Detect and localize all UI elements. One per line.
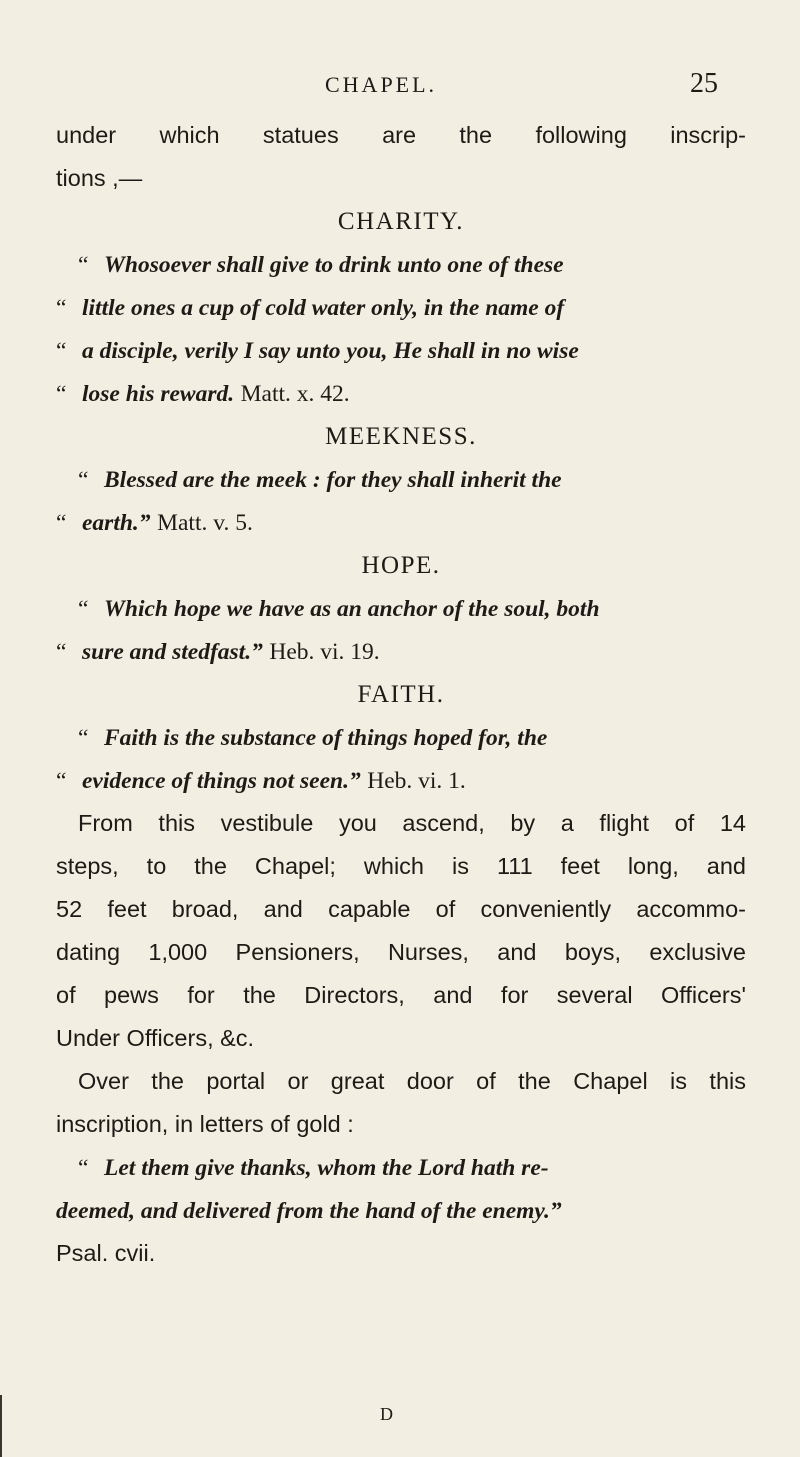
quote-mark: “ — [56, 639, 67, 665]
verse-text: Which hope we have as an anchor of the soul, both — [104, 596, 600, 622]
quote-mark: “ — [56, 510, 67, 536]
verse-line — [56, 286, 746, 329]
verse-line — [56, 243, 746, 286]
signature-mark: D — [380, 1404, 393, 1424]
quote-mark: “ — [78, 1155, 89, 1181]
heading-charity: CHARITY. — [337, 208, 465, 235]
verse-text: lose his reward. — [82, 381, 235, 407]
verse-text: Whosoever shall give to drink unto one of these — [104, 252, 564, 278]
paragraph-line: dating 1,000 Pensioners, Nurses, and boys, exclusive — [56, 939, 746, 965]
scripture-reference: Psal. cvii. — [56, 1240, 156, 1266]
verse-text: Blessed are the meek : for they shall inherit the — [104, 467, 562, 493]
page-number: 25 — [690, 68, 718, 99]
scripture-reference: Heb. vi. 1. — [367, 768, 466, 794]
quote-mark: “ — [78, 467, 89, 493]
heading-hope: HOPE. — [361, 552, 441, 579]
quote-mark: “ — [56, 295, 67, 321]
verse-line — [56, 759, 746, 802]
quote-mark: “ — [56, 768, 67, 794]
verse-line — [56, 458, 746, 501]
verse-line — [56, 501, 746, 544]
paragraph-line: of pews for the Directors, and for several Officers' — [56, 982, 746, 1008]
verse-line — [56, 329, 746, 372]
paragraph-line: inscription, in letters of gold : — [56, 1111, 354, 1137]
verse-text: evidence of things not seen.” — [82, 768, 361, 794]
text-block — [56, 114, 746, 1275]
heading-meekness: MEEKNESS. — [325, 423, 477, 450]
verse-text: little ones a cup of cold water only, in the name of — [82, 295, 565, 321]
paragraph-line: 52 feet broad, and capable of conveniently accommo- — [56, 896, 746, 922]
verse-line — [56, 587, 746, 630]
paragraph-line: From this vestibule you ascend, by a flight of 14 — [78, 810, 746, 836]
intro-line: tions ,— — [56, 165, 143, 191]
verse-text: Let them give thanks, whom the Lord hath re- — [104, 1155, 549, 1181]
heading-faith: FAITH. — [357, 681, 445, 708]
paragraph-line: Under Officers, &c. — [56, 1025, 255, 1051]
verse-line — [56, 630, 746, 673]
verse-text: sure and stedfast.” — [82, 639, 263, 665]
quote-mark: “ — [56, 338, 67, 364]
verse-text: earth.” — [82, 510, 151, 536]
intro-line: under which statues are the following inscrip- — [56, 122, 746, 148]
verse-text: a disciple, verily I say unto you, He shall in no wise — [82, 338, 579, 364]
paragraph-line: Over the portal or great door of the Chapel is this — [78, 1068, 746, 1094]
verse-line — [56, 716, 746, 759]
quote-mark: “ — [78, 725, 89, 751]
scripture-reference: Matt. x. 42. — [240, 381, 350, 407]
scripture-reference: Matt. v. 5. — [157, 510, 253, 536]
verse-text: deemed, and delivered from the hand of the enemy.” — [56, 1198, 562, 1224]
verse-line — [56, 1189, 746, 1232]
quote-mark: “ — [56, 381, 67, 407]
verse-line — [56, 372, 746, 415]
scripture-reference: Heb. vi. 19. — [269, 639, 380, 665]
quote-mark: “ — [78, 252, 89, 278]
running-head: CHAPEL. — [325, 72, 438, 97]
quote-mark: “ — [78, 596, 89, 622]
margin-rule — [0, 1395, 2, 1457]
paragraph-line: steps, to the Chapel; which is 111 feet long, and — [56, 853, 746, 879]
verse-line — [56, 1146, 746, 1189]
verse-text: Faith is the substance of things hoped for, the — [104, 725, 548, 751]
